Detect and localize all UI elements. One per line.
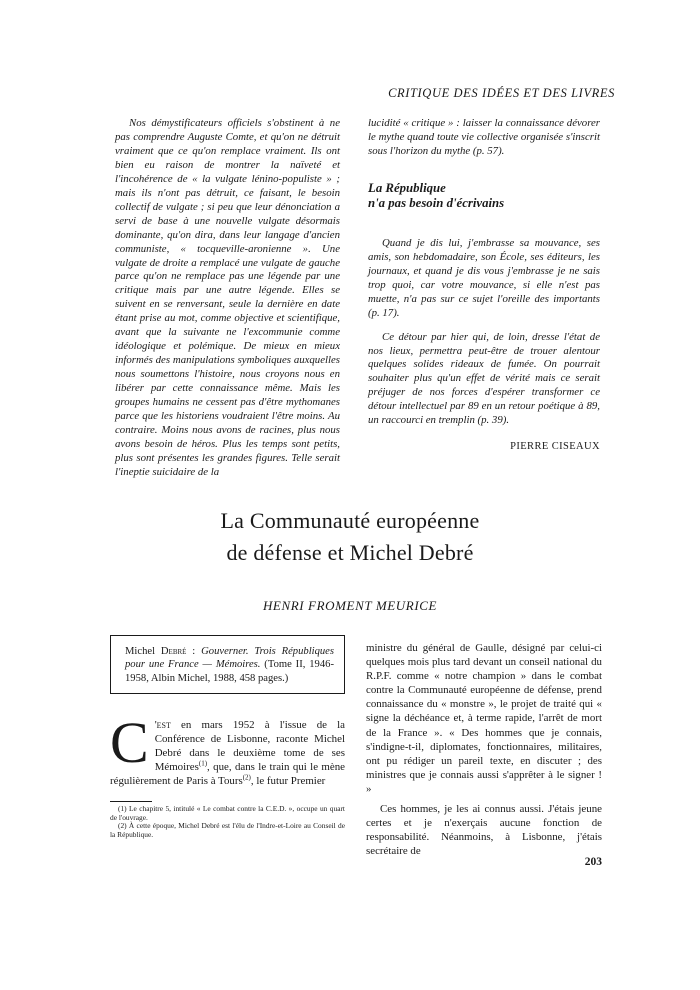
opening-text-b: , que, dans le train qui le mène régulièrement de Paris à Tours	[110, 761, 345, 788]
review-paragraph-continued: lucidité « critique » : laisser la connaissance dévorer le mythe quand toute vie collective organisée s'inscrit sous l'horizon du mythe (p. 57).	[368, 117, 600, 157]
article-opening-paragraph	[110, 710, 345, 788]
opening-smallcaps: 'est	[154, 719, 171, 731]
section-heading-line1: La République	[368, 180, 446, 195]
review-paragraph: Nos démystificateurs officiels s'obstinent à ne pas comprendre Auguste Comte, et qu'on ne détruit vraiment que ce qu'on remplace vraiment. Ils ont bien eu raison de montrer la naïveté et l'incohérence de « la vulgate lénino-populiste » ; mais ils n'ont pas détruit, ce faisant, le besoin collectif de vulgate ; si peu que leur dénonciation a servi de base à une nouvelle vulgate désormais dominante, qu'on dira, dans leur langage d'ancien communiste, « tocqueville-aronienne ». Une vulgate de droite a remplacé une vulgate de gauche parce qu'on ne remplace pas une légende par une critique mais par une autre légende. Elles se suivent en se renversant, seule la dernière en date étant prise au mot, comme objective et scientifique, avant que la suivante ne l'excommunie comme idéologique et polémique. De mieux en mieux informés des manipulations symboliques auxquelles nous soumettons l'histoire, nous croyons nous en libérer par cette connaissance même. Mais les groupes humains ne cessent pas d'être mythomanes parce que les historiens voudraient l'être moins. Au contraire. Moins nous avons de racines, plus nous avons besoin de héros. Plus les temps sont petits, plus sont présentes les grandes figures. Telle serait l'ineptie suicidaire de la	[115, 117, 340, 478]
quote-paragraph-2: Ce détour par hier qui, de loin, dresse l'état de nos lieux, permettra peut-être de trouer alentour quelques solides rideaux de fumée. On pourrait souhaiter plus qu'un effet de vérité mais ce serait préjuger de nos forces d'espérer transformer ce détour intellectuel par 89 en un retour poétique à 89, un raccourci en tremplin (p. 39).	[368, 330, 600, 427]
book-author-last: Debré	[160, 646, 187, 657]
review-signature: PIERRE CISEAUX	[510, 441, 600, 453]
review-left-column	[115, 117, 340, 490]
article-paragraph-1: ministre du général de Gaulle, désigné par celui-ci quelques mois plus tard devant un conseil national du R.P.F. comme « notre champion » dans le combat contre la Communauté européenne de défense, prend connaissance du « monstre », le projet de traité qui « signe la déchéance et, à terme rapide, l'arrêt de mort de la France ». « Des hommes que je connais, s'indigne-t-il, diplomates, fonctionnaires, militaires, ont pu rédiger un pareil texte, en discuter ; des ministres que je connais aussi s'apprêter à le signer ! »	[366, 642, 602, 795]
book-details: (Tome II, 1946-1958, Albin Michel, 1988, 458 pages.)	[125, 659, 334, 684]
footnote-ref-1: (1)	[198, 759, 208, 768]
book-colon: :	[186, 646, 202, 657]
footnote-ref-2: (2)	[242, 773, 251, 782]
page-number: 203	[584, 856, 602, 868]
drop-cap: C	[110, 710, 149, 775]
article-paragraph-2: Ces hommes, je les ai connus aussi. J'étais jeune certes et je n'exerçais aucune fonction de responsabilité. Néanmoins, à Lisbonne, j'étais secrétaire de	[366, 803, 602, 858]
book-title: Gouverner. Trois Républiques pour une France — Mémoires.	[125, 646, 334, 671]
opening-text: en mars 1952 à l'issue de la Conférence de Lisbonne, raconte Michel Debré dans le deuxième tome de ses Mémoires	[154, 719, 345, 774]
article-title-line2: de défense et Michel Debré	[226, 540, 474, 565]
footnote-2: (2) À cette époque, Michel Debré est l'élu de l'Indre-et-Loire au Conseil de la République.	[110, 821, 345, 839]
article-title-line1: La Communauté européenne	[220, 508, 480, 533]
book-reference-box	[110, 635, 345, 694]
section-heading	[368, 181, 600, 211]
article-title	[0, 505, 700, 569]
book-author-first: Michel	[125, 646, 156, 657]
opening-text-c: , le futur Premier	[250, 775, 326, 788]
footnote-divider	[110, 801, 152, 802]
article-right-column	[366, 641, 602, 864]
footnotes	[110, 805, 345, 839]
footnote-1: (1) Le chapitre 5, intitulé « Le combat contre la C.E.D. », occupe un quart de l'ouvrage.	[110, 804, 345, 822]
running-head: CRITIQUE DES IDÉES ET DES LIVRES	[388, 86, 615, 100]
article-left-column	[110, 710, 345, 794]
article-author: HENRI FROMENT MEURICE	[262, 598, 438, 613]
quote-paragraph-1: Quand je dis lui, j'embrasse sa mouvance, ses amis, son hebdomadaire, son École, ses éditeurs, les journaux, et quand je dis vous j'embrasse je ne sais trop quoi, car votre mouvance, si elle n'est pas muette, n'a pas sur ce sujet l'oreille des importants (p. 17).	[368, 236, 600, 319]
section-heading-line2: n'a pas besoin d'écrivains	[368, 195, 505, 210]
review-right-column	[368, 117, 600, 454]
